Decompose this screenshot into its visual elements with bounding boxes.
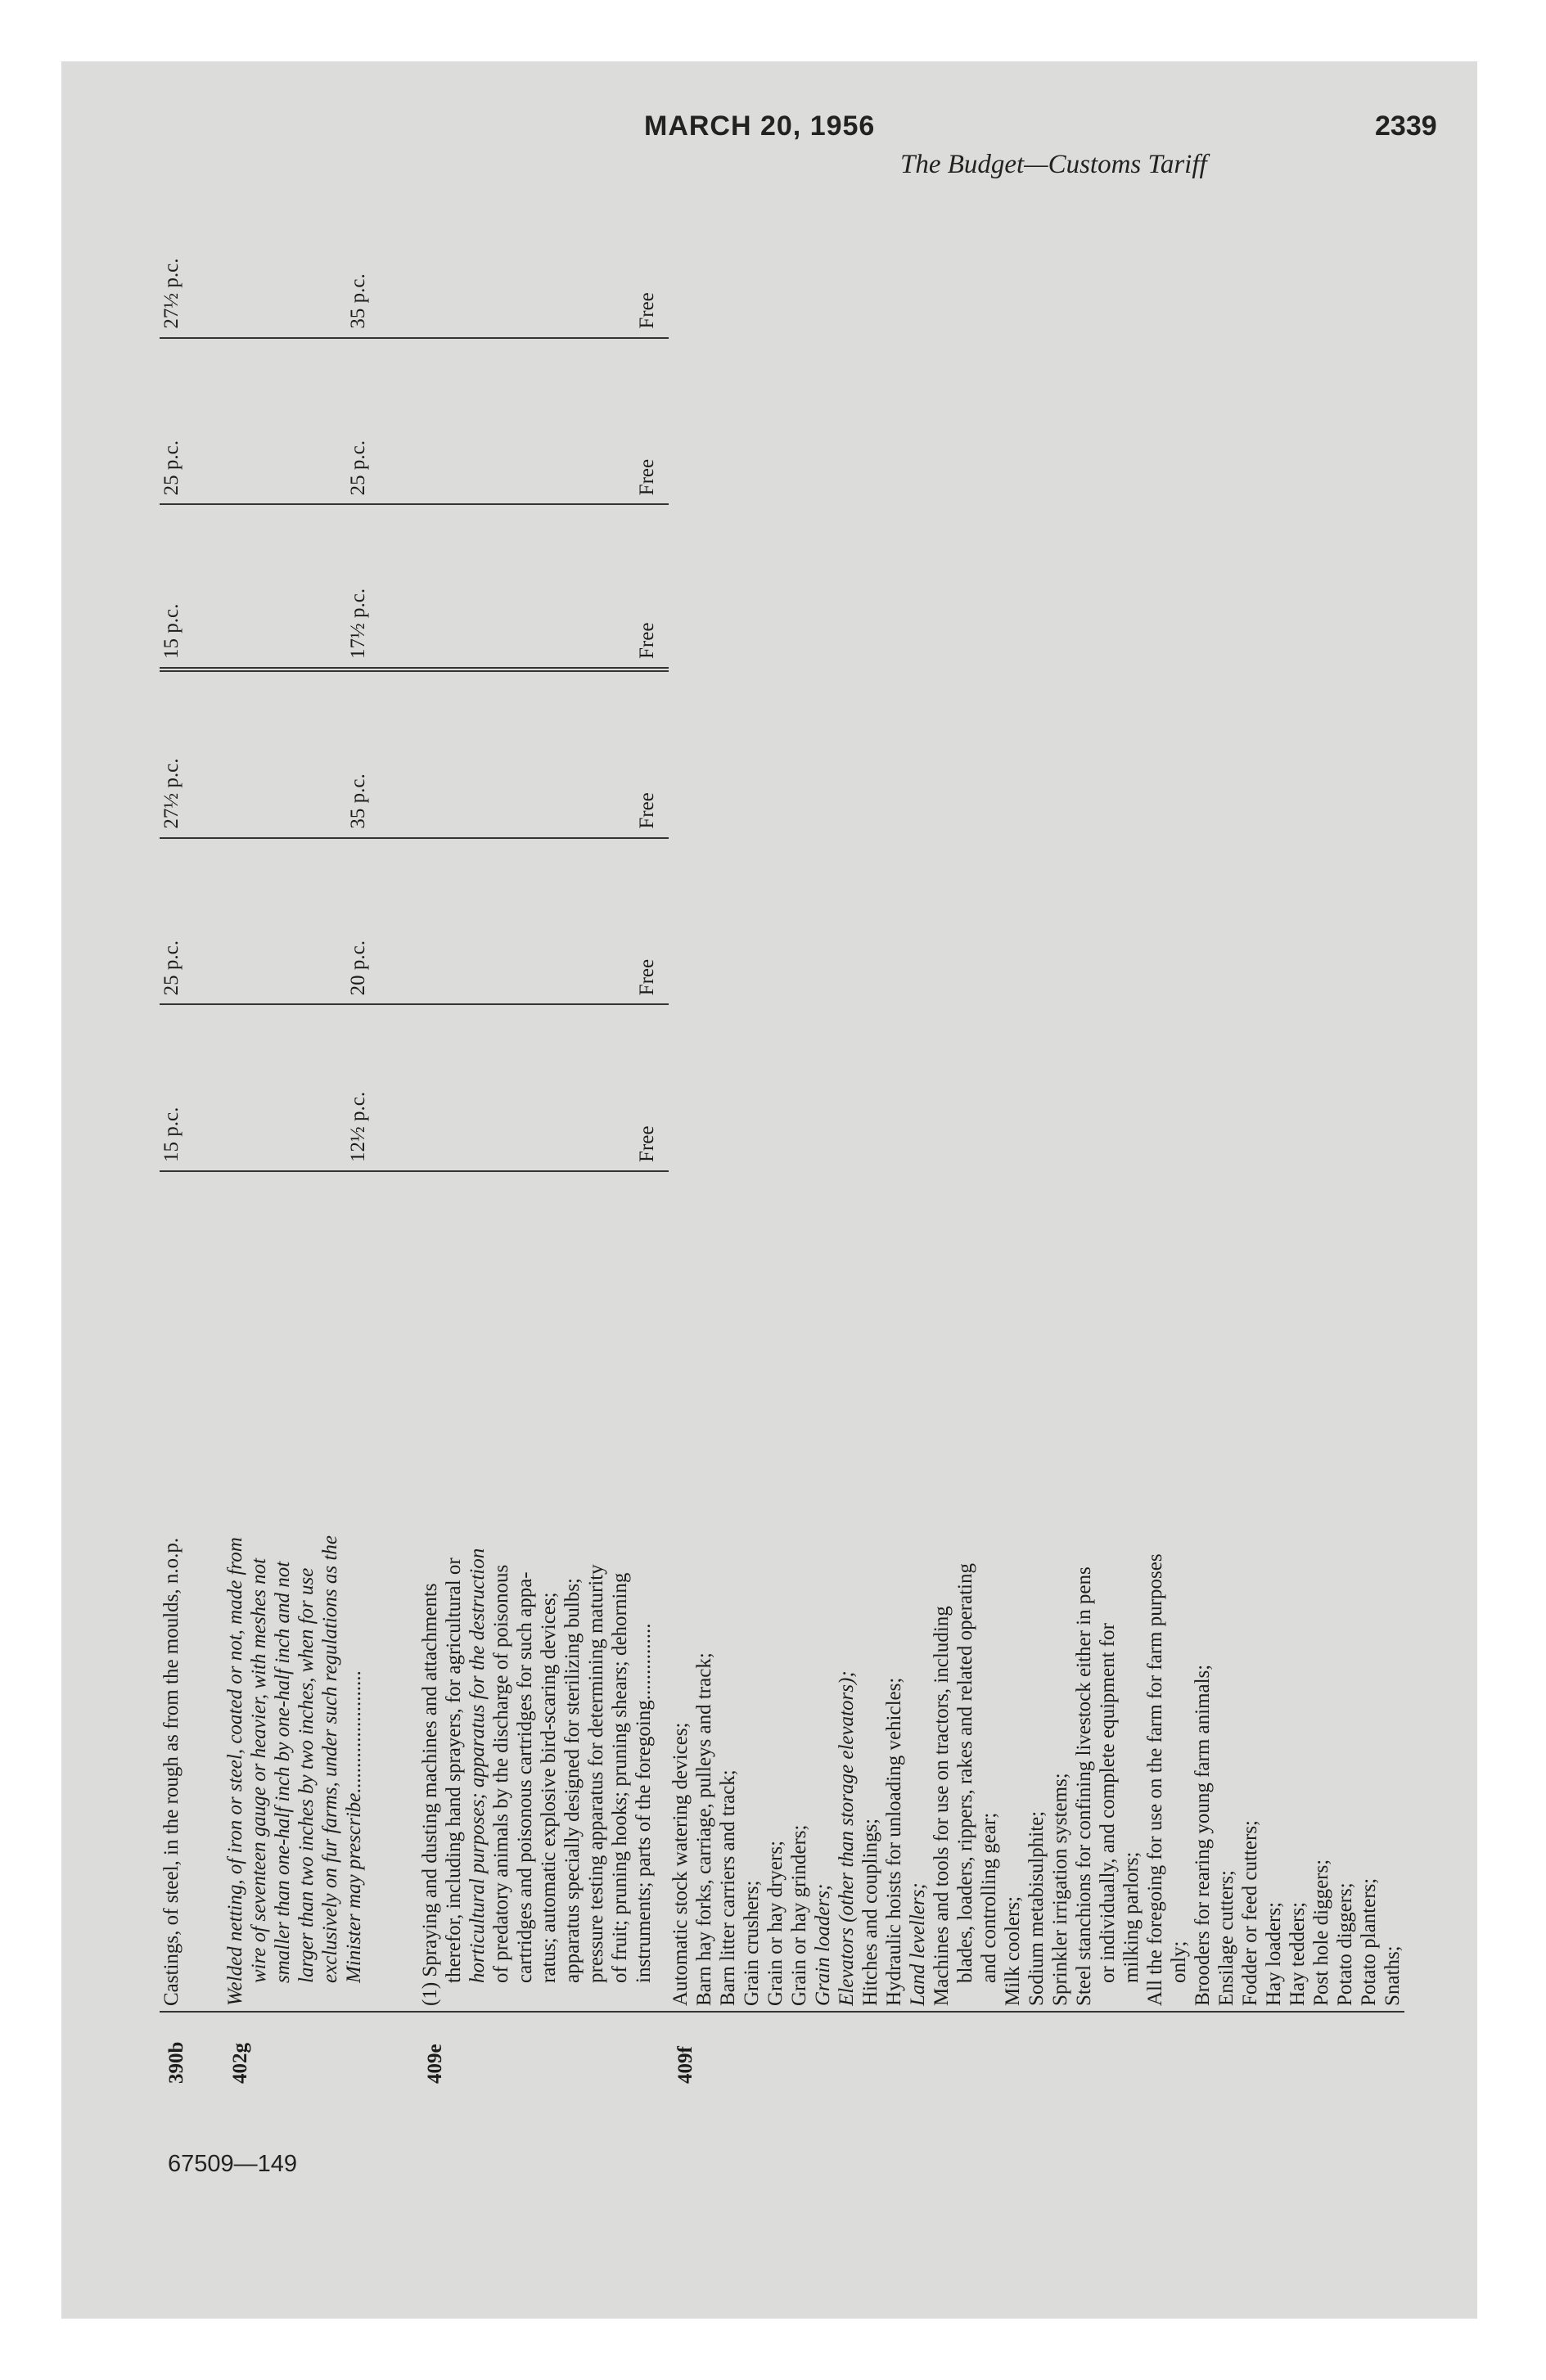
table-row [418,172,669,2087]
tariff-table-rotated [160,172,1404,2087]
rate-cell: 17½ p.c. [223,505,418,672]
rate-cell: Free [418,1005,669,1172]
rate-cell: 15 p.c. [160,505,223,672]
rate-cell: Free [418,339,669,506]
item-description: Welded netting, of iron or steel, coated or not, made from wire of seventeen gauge or heavier, with meshes not smaller than one-half inch by one-half inch and not larger than two inches by two inches, when for use exclusively on fur farms, under such regulations as the Minister may prescribe........................ [223,1172,418,2012]
tariff-item-number: 409f [674,2046,696,2084]
table-row [160,172,223,2087]
footer-id: 67509—149 [168,2151,298,2177]
rate-cell: 35 p.c. [223,672,418,839]
tariff-item-number: 402g [229,2043,251,2084]
item-description: Castings, of steel, in the rough as from the moulds, n.o.p. [160,1537,183,2006]
header-date: MARCH 20, 1956 [644,110,876,142]
page-number: 2339 [1375,110,1437,142]
rate-cell: Free [418,839,669,1006]
rate-cell: 25 p.c. [160,339,223,506]
table-row [223,172,418,2087]
rate-cell: Free [418,505,669,672]
rate-cell: 35 p.c. [223,172,418,339]
rate-cell: 20 p.c. [223,839,418,1006]
rate-cell: 27½ p.c. [160,672,223,839]
table-row [669,172,1404,2087]
rate-cell: Free [418,172,669,339]
rate-cell: 12½ p.c. [223,1005,418,1172]
rate-cell: 27½ p.c. [160,172,223,339]
item-description: (1) Spraying and dusting machines and attachments therefor, including hand sprayers, for agricultural or horticultural purposes; apparatus for the destruction of predatory animals by the discharge of poisonous cartridges and poisonous cartridges for such appa- ratus; automatic explosive bird-scaring devices; apparatus specially designed for sterilizing bulbs; pressure testing apparatus for determining maturity of fruit; pruning hooks; pruning shears; dehorning instruments; parts of the foregoing............... [418,1172,669,2012]
item-description: Automatic stock watering devices; Barn hay forks, carriage, pulleys and track; Barn litter carriers and track; Grain crushers; Grain or hay dryers; Grain or hay grinders; Grain loaders; Elevators (other than storage elevators); Hitches and couplings; Hydraulic hoists for unloading vehicles; Land levellers; Machines and tools for use on tractors, including blades, loaders, rippers, rakes and related operating and controlling gear; Milk coolers; Sodium metabisulphite; Sprinkler irrigation systems; Steel stanchions for confining livestock either in pens or individually, and complete equipment for milking parlors; All the foregoing for use on the farm for farm purposes only; Brooders for rearing young farm animals; Ensilage cutters; Fodder or feed cutters; Hay loaders; Hay tedders; Post hole diggers; Potato diggers; Potato planters; Snaths; [669,1172,1404,2012]
tariff-table [160,172,1404,2087]
tariff-item-number: 390b [165,2041,187,2084]
tariff-item-number: 409e [424,2044,446,2084]
rate-cell: 25 p.c. [160,839,223,1006]
header-subtitle: The Budget—Customs Tariff [900,150,1207,179]
rate-cell: 15 p.c. [160,1005,223,1172]
rate-cell: 25 p.c. [223,339,418,506]
rate-cell: Free [418,672,669,839]
